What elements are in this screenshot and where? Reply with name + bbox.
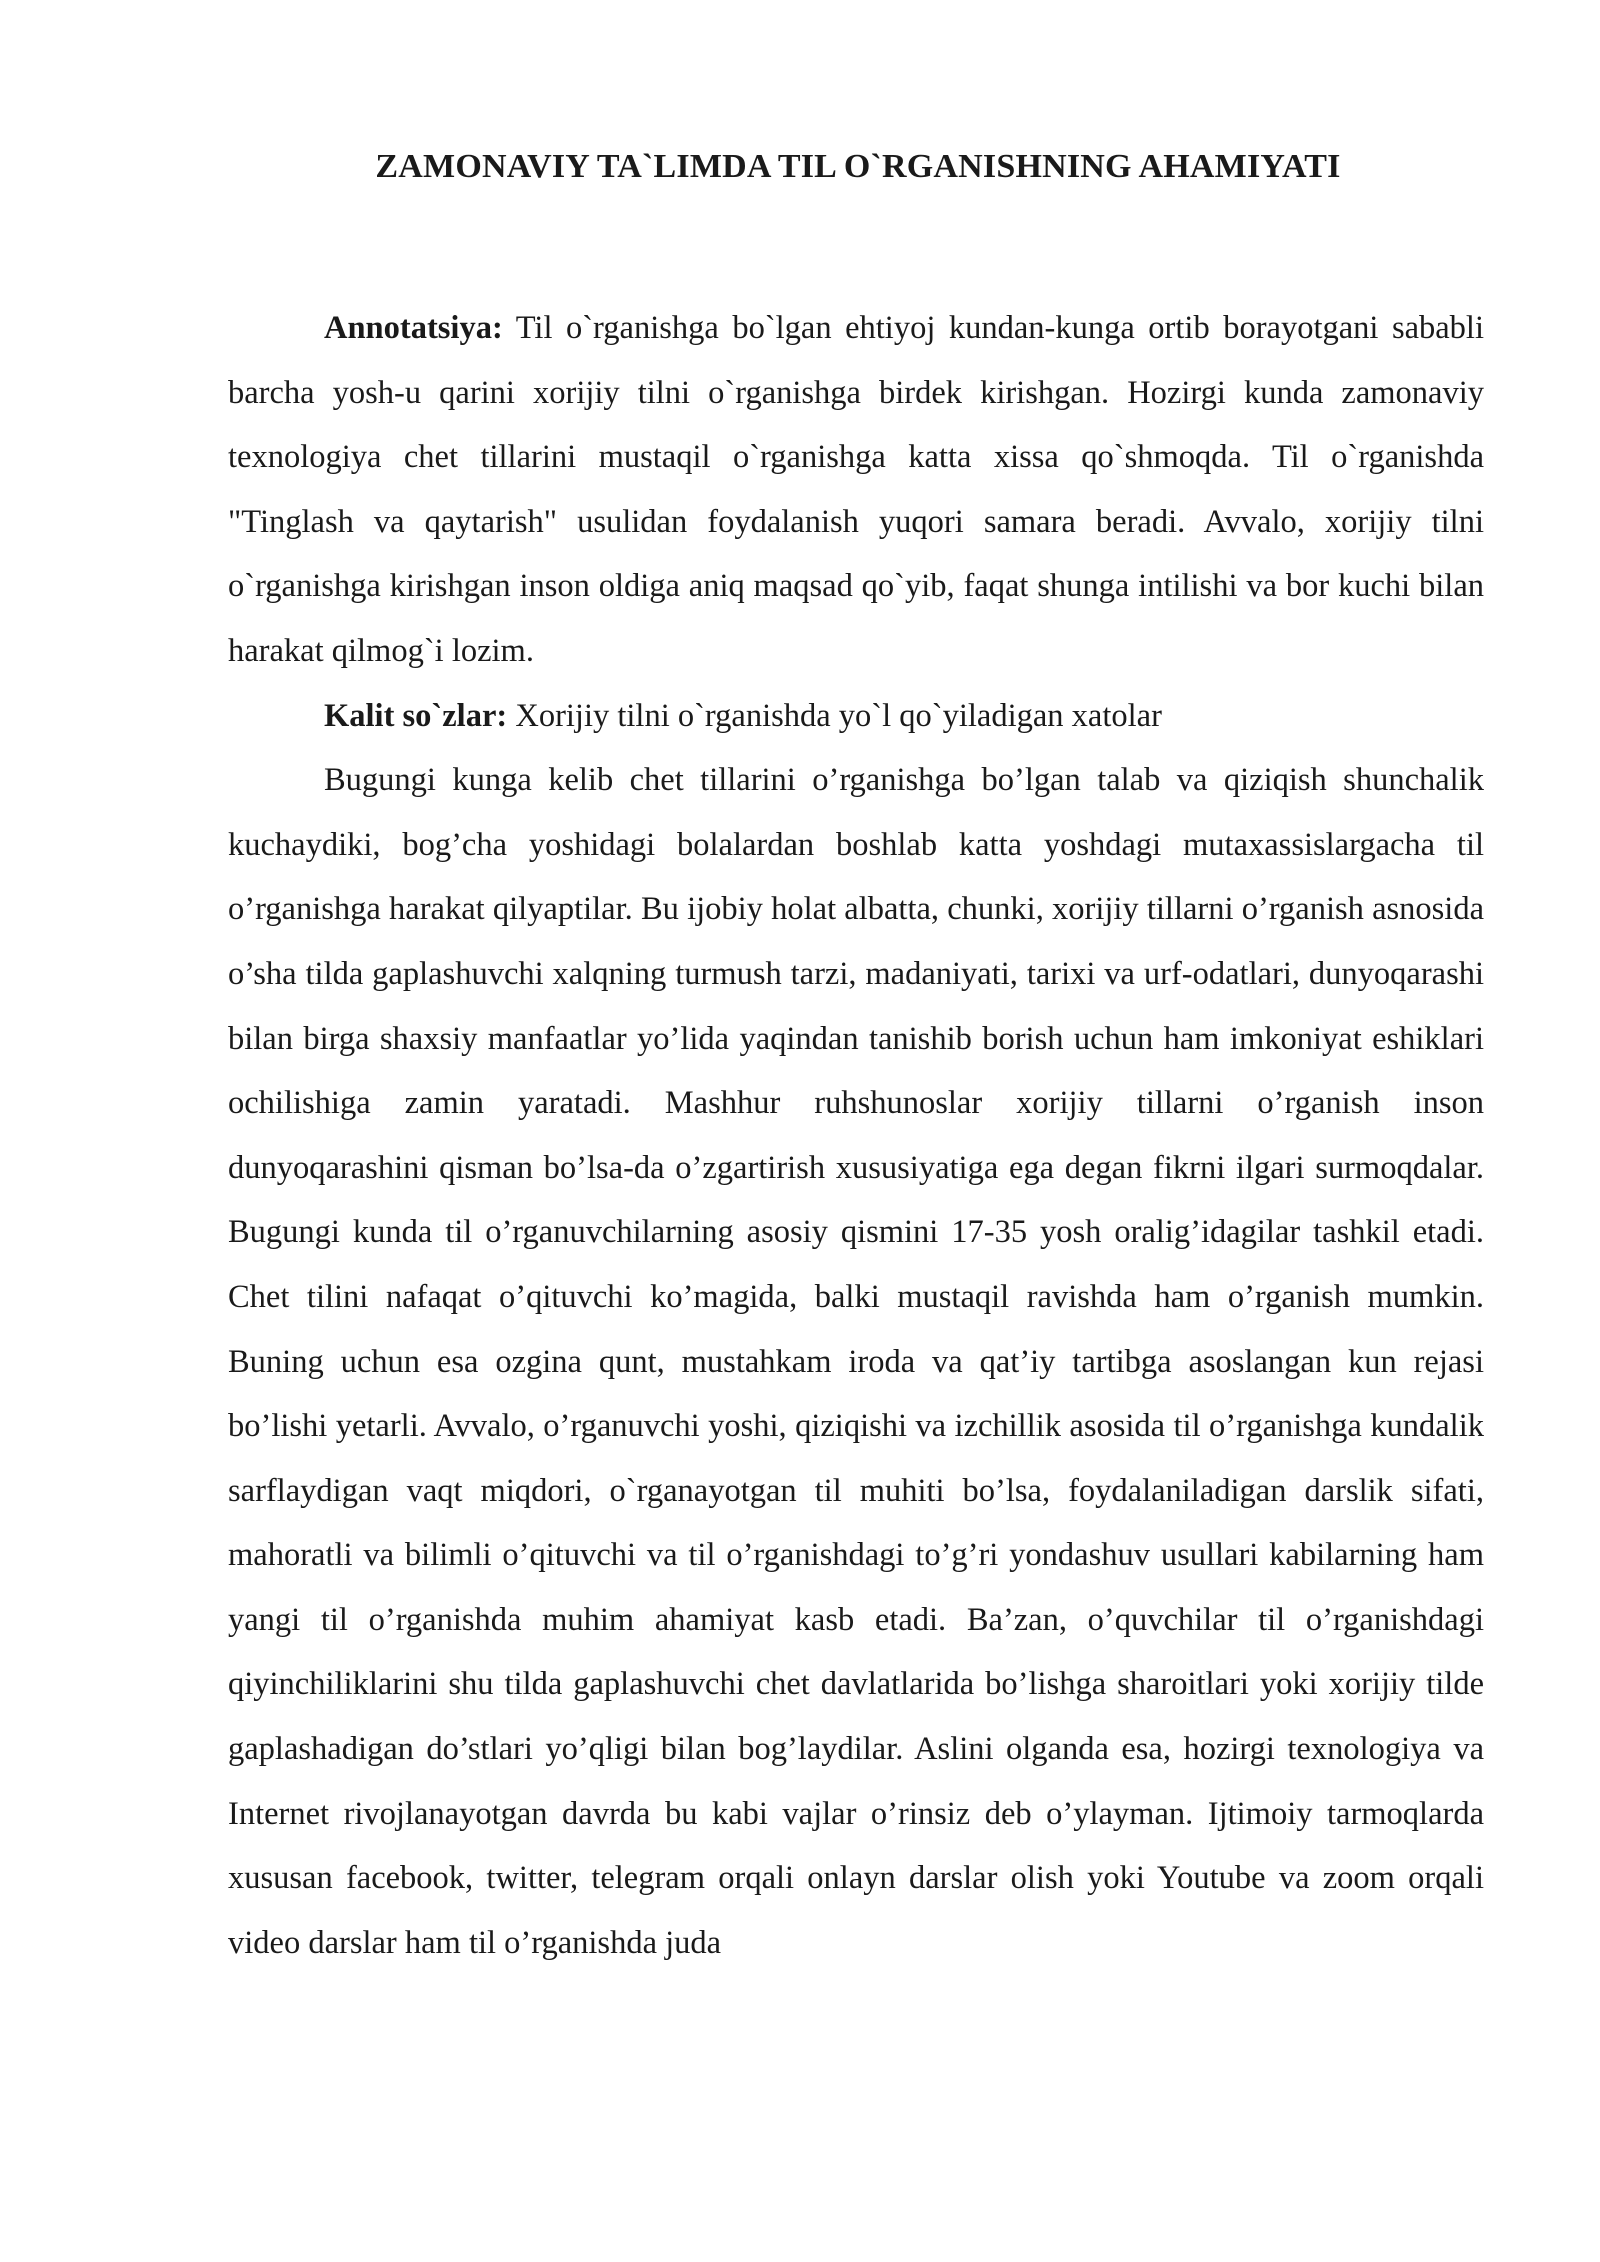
annotation-paragraph [228, 296, 1484, 684]
annotation-text: Til o`rganishga bo`lgan ehtiyoj kundan-kunga ortib borayotgani sababli barcha yosh-u qarini xorijiy tilni o`rganishga birdek kirishgan. Hozirgi kunda zamonaviy texnologiya chet tillarini mustaqil o`rganishga katta xissa qo`shmoqda. Til o`rganishda "Tinglash va qaytarish" usulidan foydalanish yuqori samara beradi. Avvalo, xorijiy tilni o`rganishga kirishgan inson oldiga aniq maqsad qo`yib, faqat shunga intilishi va bor kuchi bilan harakat qilmog`i lozim. [228, 310, 1484, 669]
annotation-label: Annotatsiya: [324, 310, 503, 346]
keywords-paragraph [228, 684, 1484, 749]
body-paragraph: Bugungi kunga kelib chet tillarini o’rganishga bo’lgan talab va qiziqish shunchalik kuchaydiki, bog’cha yoshidagi bolalardan boshlab katta yoshdagi mutaxassislargacha til o’rganishga harakat qilyaptilar. Bu ijobiy holat albatta, chunki, xorijiy tillarni o’rganish asnosida o’sha tilda gaplashuvchi xalqning turmush tarzi, madaniyati, tarixi va urf-odatlari, dunyoqarashi bilan birga shaxsiy manfaatlar yo’lida yaqindan tanishib borish uchun ham imkoniyat eshiklari ochilishiga zamin yaratadi. Mashhur ruhshunoslar xorijiy tillarni o’rganish inson dunyoqarashini qisman bo’lsa-da o’zgartirish xususiyatiga ega degan fikrni ilgari surmoqdalar. Bugungi kunda til o’rganuvchilarning asosiy qismini 17-35 yosh oralig’idagilar tashkil etadi. Chet tilini nafaqat o’qituvchi ko’magida, balki mustaqil ravishda ham o’rganish mumkin. Buning uchun esa ozgina qunt, mustahkam iroda va qat’iy tartibga asoslangan kun rejasi bo’lishi yetarli. Avvalo, o’rganuvchi yoshi, qiziqishi va izchillik asosida til o’rganishga kundalik sarflaydigan vaqt miqdori, o`rganayotgan til muhiti bo’lsa, foydalaniladigan darslik sifati, mahoratli va bilimli o’qituvchi va til o’rganishdagi to’g’ri yondashuv usullari kabilarning ham yangi til o’rganishda muhim ahamiyat kasb etadi. Ba’zan, o’quvchilar til o’rganishdagi qiyinchiliklarini shu tilda gaplashuvchi chet davlatlarida bo’lishga sharoitlari yoki xorijiy tilde gaplashadigan do’stlari yo’qligi bilan bog’laydilar. Aslini olganda esa, hozirgi texnologiya va Internet rivojlanayotgan davrda bu kabi vajlar o’rinsiz deb o’ylayman. Ijtimoiy tarmoqlarda xususan facebook, twitter, telegram orqali onlayn darslar olish yoki Youtube va zoom orqali video darslar ham til o’rganishda juda [228, 762, 1484, 1961]
document-body [228, 296, 1484, 1975]
keywords-text: Xorijiy tilni o`rganishda yo`l qo`yiladigan xatolar [507, 697, 1162, 734]
keywords-label: Kalit so`zlar: [324, 697, 508, 734]
document-title: ZAMONAVIY TA`LIMDA TIL O`RGANISHNING AHAMIYATI [375, 148, 1341, 185]
